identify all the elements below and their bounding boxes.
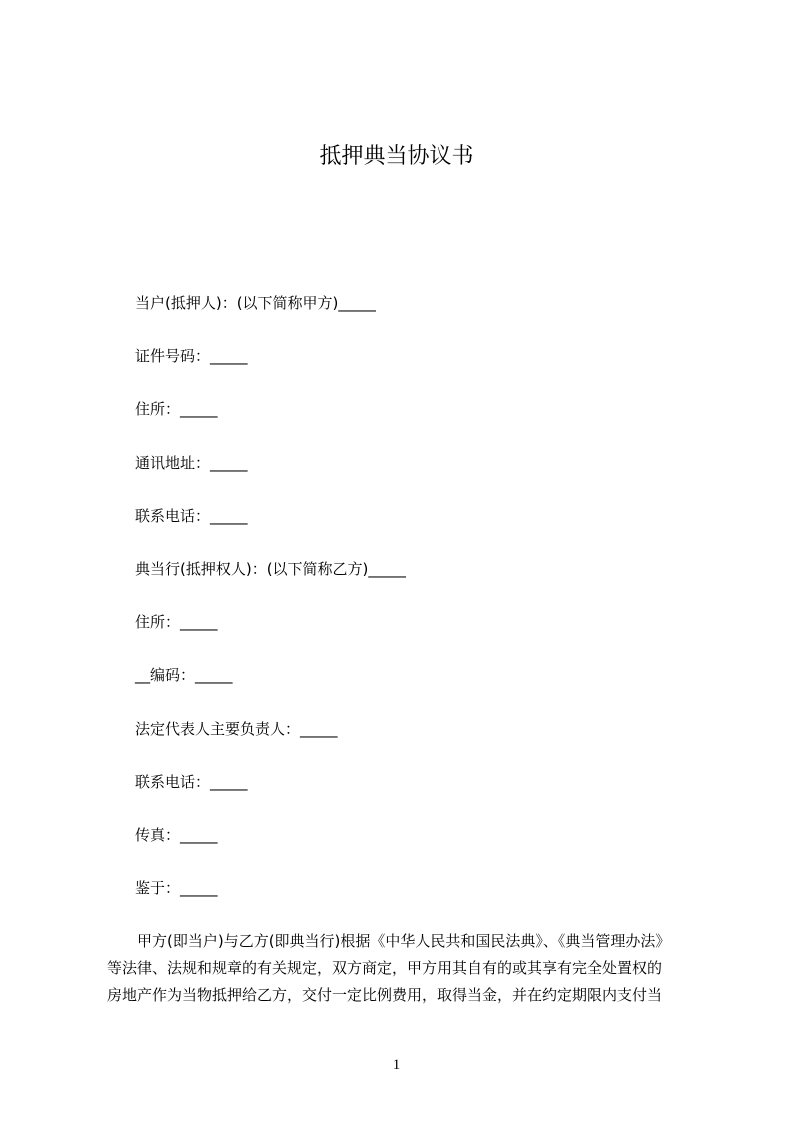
body-paragraph [107, 928, 719, 1009]
field-pawnshop-phone: 联系电话：_____ [135, 773, 248, 791]
field-code: __编码：_____ [135, 666, 233, 684]
field-mailing-address: 通讯地址：_____ [135, 454, 248, 472]
field-whereas: 鉴于：_____ [135, 879, 218, 897]
field-pawner: 当户(抵押人)：(以下简称甲方)_____ [135, 294, 376, 312]
field-pawnshop: 典当行(抵押权人)：(以下简称乙方)_____ [135, 560, 406, 578]
field-fax: 传真：_____ [135, 826, 218, 844]
paragraph-line: 甲方(即当户)与乙方(即典当行)根据《中华人民共和国民法典》、《典当管理办法》 [137, 932, 671, 950]
document-title: 抵押典当协议书 [319, 144, 474, 169]
field-legal-representative: 法定代表人主要负责人：_____ [135, 720, 338, 738]
paragraph-line: 房地产作为当物抵押给乙方，交付一定比例费用，取得当金，并在约定期限内支付当 [107, 986, 663, 1004]
paragraph-line: 等法律、法规和规章的有关规定，双方商定，甲方用其自有的或其享有完全处置权的 [107, 959, 663, 977]
field-address: 住所：_____ [135, 400, 218, 418]
field-phone: 联系电话：_____ [135, 507, 248, 525]
field-id-number: 证件号码：_____ [135, 347, 248, 365]
field-pawnshop-address: 住所：_____ [135, 613, 218, 631]
page-number: 1 [392, 1057, 401, 1073]
